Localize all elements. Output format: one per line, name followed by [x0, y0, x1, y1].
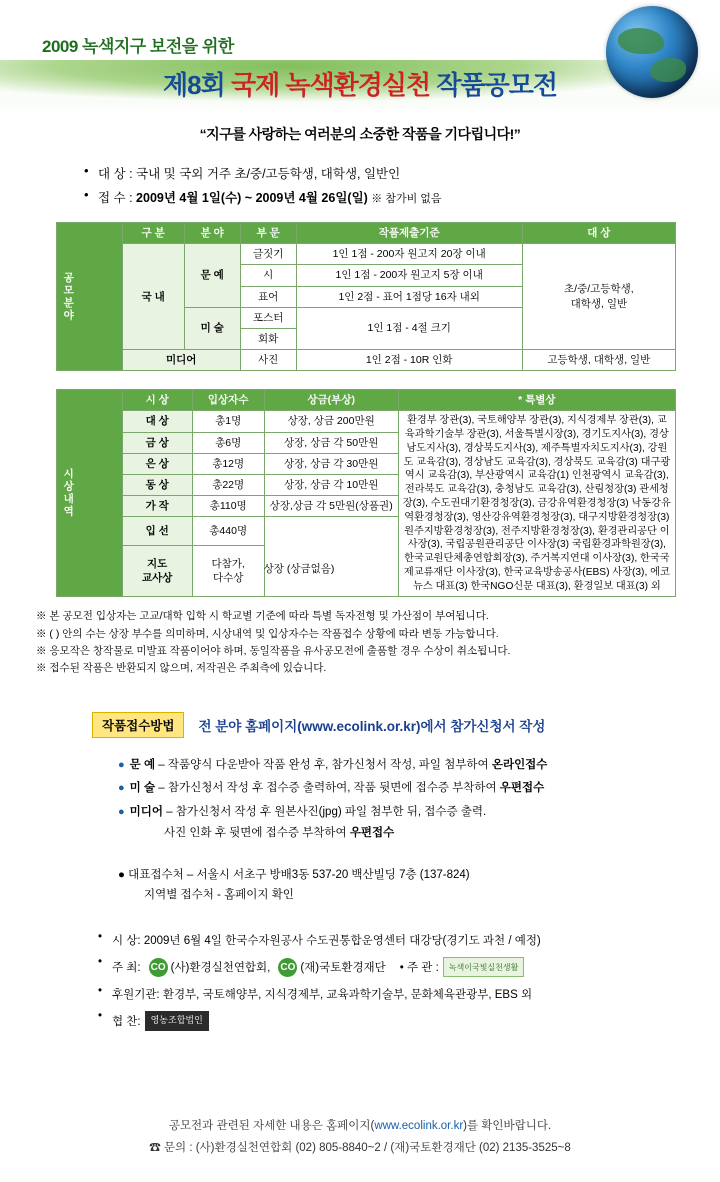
count-teacher: 다참가, 다수상 [192, 545, 264, 596]
page-header [0, 0, 720, 112]
field-literature: 문 예 [184, 244, 240, 308]
apply-item-art [118, 777, 720, 801]
table-row [57, 411, 676, 432]
part-poem: 시 [240, 265, 296, 286]
contact-main: ● 대표접수처 – 서울시 서초구 방배3동 537-20 백산빌딩 7층 (137-824) [118, 868, 470, 881]
apply-item-strong: 온라인접수 [491, 758, 548, 771]
apply-item-label: 문 예 [129, 758, 156, 771]
award-table-wrap [56, 389, 676, 594]
basic-info-list [44, 164, 720, 206]
apply-item-label: 미 술 [129, 782, 156, 795]
count-bronze: 총22명 [192, 474, 264, 495]
money-bronze: 상장, 상금 각 10만원 [264, 474, 398, 495]
apply-item-label: 미디어 [129, 805, 163, 818]
apply-item-media [118, 801, 720, 843]
footer-label: • 주 최: [112, 962, 141, 975]
info-period-value: 2009년 4월 1일(수) ~ 2009년 4월 26일(일) [136, 191, 368, 205]
footer-label: • 시 상: [112, 935, 141, 948]
info-target-value: 국내 및 국외 거주 초/중/고등학생, 대학생, 일반인 [136, 167, 401, 181]
footer-support [98, 1011, 720, 1031]
footer-award-ceremony [98, 932, 720, 948]
field-art: 미 술 [184, 307, 240, 349]
criteria-poem: 1인 1점 - 200자 원고지 5장 이내 [296, 265, 522, 286]
category-table-wrap [56, 222, 676, 371]
part-slogan: 표어 [240, 286, 296, 307]
part-painting: 회화 [240, 328, 296, 349]
title-suffix: 작품공모전 [430, 70, 557, 100]
apply-method-list [118, 754, 720, 843]
col-field: 분 야 [184, 223, 240, 244]
money-honorable: 상장,상금 각 5만원(상품권) [264, 496, 398, 517]
field-media: 미디어 [122, 350, 240, 371]
criteria-writing: 1인 1점 - 200자 원고지 20장 이내 [296, 244, 522, 265]
apply-header [0, 712, 720, 738]
eco-logo-icon: CO [149, 958, 168, 977]
count-honorable: 총110명 [192, 496, 264, 517]
footer-host-2: (재)국토환경재단 [300, 962, 386, 975]
count-selected: 총440명 [192, 517, 264, 546]
slogan: “지구를 사랑하는 여러분의 소중한 작품을 기다립니다!” [199, 126, 521, 142]
land-logo-icon: CO [278, 958, 297, 977]
table-header-row [57, 223, 676, 244]
note-2: ※ ( ) 안의 수는 상장 부수를 의미하며, 시상내역 및 입상자수는 작품접수 상황에 따라 변동 가능합니다. [36, 627, 499, 640]
apply-item-strong: 우편접수 [499, 782, 545, 795]
table-header-row [57, 390, 676, 411]
footer-host-1: (사)환경실천연합회, [170, 962, 271, 975]
bottom-line1-post: )를 확인바랍니다. [463, 1120, 552, 1133]
title-highlight: 국제 녹색환경실천 [230, 70, 431, 100]
apply-item-text: – 작품양식 다운받아 작품 완성 후, 참가신청서 작성, 파일 첨부하여 [158, 758, 492, 771]
target-main: 초/중/고등학생, 대학생, 일반 [522, 244, 675, 350]
bottom-contact [0, 1116, 720, 1160]
money-grand: 상장, 상금 200만원 [264, 411, 398, 432]
table-row [57, 244, 676, 265]
money-teacher: 상장 (상금없음) [263, 563, 335, 576]
apply-badge: 작품접수방법 [92, 712, 184, 738]
count-grand: 총1명 [192, 411, 264, 432]
bullet-icon: ● [118, 782, 125, 795]
col-criteria: 작품제출기준 [296, 223, 522, 244]
target-media: 고등학생, 대학생, 일반 [522, 350, 675, 371]
special-awards-list: 환경부 장관(3), 국토해양부 장관(3), 지식경제부 장관(3), 교육과학기술부 장관(3), 서울특별시장(3), 경기도지사(3), 경상남도지사(3), 경상북도지사(3), 제주특별자치도지사(3), 강원도 교육감(3), 경상남도 교육감(3), 경상북도 교육감(3) 대구광역시 교육감(3), 부산광역시 교육감(1) 인천광역시 교육감(3), 전라북도 교육감(3), 충청남도 교육감(3), 산림청장(3) 관세청장(3), 수도권대기환경청장(3), 금강유역환경청장(3) 낙동강유역환경청장(3), 영산강유역환경청장(3), 대구지방환경청장(3) 원주지방환경청장(3), 전주지방환경청장(3), 환경관리공단 이사장(3), 국립공원관리공단 이사장(3) 국립환경과학원장(3), 한국교원단체총연합회장(3), 주거복지연대 이사장(3), 한국국제교류재단 이사장(3), 한국교육방송공사(EBS) 사장(3), 에코뉴스 대표(3) 한국NGO신문 대표(3), 환경일보 대표(3) 외 [398, 411, 675, 597]
footer-host [98, 957, 720, 977]
footer-supervisor-label: • 주 관 : [399, 962, 439, 975]
header-subtitle: 2009 녹색지구 보전을 위한 [42, 37, 234, 56]
note-4: ※ 접수된 작품은 반환되지 않으며, 저작권은 주최측에 있습니다. [36, 662, 327, 675]
prize-bronze: 동 상 [122, 474, 192, 495]
part-poster: 포스터 [240, 307, 296, 328]
col-part: 부 문 [240, 223, 296, 244]
col-target: 대 상 [522, 223, 675, 244]
title-prefix: 제8회 [163, 70, 231, 100]
apply-title: 전 분야 홈페이지(www.ecolink.or.kr)에서 참가신청서 작성 [198, 718, 546, 734]
prize-gold: 금 상 [122, 432, 192, 453]
col-money: 상금(부상) [264, 390, 398, 411]
notes-block [36, 608, 676, 677]
part-photo: 사진 [240, 350, 296, 371]
criteria-art: 1인 1점 - 4절 크기 [296, 307, 522, 349]
col-prize: 시 상 [122, 390, 192, 411]
green-start-logo-icon: 녹색이국빛실천생활 [443, 957, 525, 977]
page-title [0, 65, 720, 102]
criteria-slogan: 1인 2점 - 표어 1점당 16자 내외 [296, 286, 522, 307]
bottom-line-1 [0, 1116, 720, 1138]
prize-honorable: 가 작 [122, 496, 192, 517]
footer-label: • 협 찬: [112, 1016, 141, 1029]
prize-selected: 입 선 [122, 517, 192, 546]
apply-item-subline [164, 824, 720, 842]
award-table [56, 389, 676, 597]
farm-coop-logo-icon: 영농조합법인 [145, 1011, 209, 1031]
count-gold: 총6명 [192, 432, 264, 453]
info-period-label: 접 수 [98, 191, 126, 205]
criteria-photo: 1인 2점 - 10R 인화 [296, 350, 522, 371]
footer-value: 2009년 6월 4일 한국수자원공사 수도권통합운영센터 대강당(경기도 과천 / 예정) [143, 935, 541, 948]
footer-info-list [58, 932, 720, 1031]
group-domestic: 국 내 [122, 244, 184, 350]
money-silver: 상장, 상금 각 30만원 [264, 453, 398, 474]
bullet-icon: ● [118, 805, 125, 818]
apply-item-sub-strong: 우편접수 [349, 827, 395, 840]
contact-sub: 지역별 접수처 - 홈페이지 확인 [144, 889, 294, 902]
apply-item-text: – 참가신청서 작성 후 접수증 출력하여, 작품 뒷면에 접수증 부착하여 [158, 782, 500, 795]
apply-item-text: – 참가신청서 작성 후 원본사진(jpg) 파일 첨부한 뒤, 접수증 출력. [166, 805, 487, 818]
prize-silver: 은 상 [122, 453, 192, 474]
info-target-label: 대 상 [98, 167, 126, 181]
note-3: ※ 응모작은 창작물로 미발표 작품이어야 하며, 동일작품을 유사공모전에 출품할 경우 수상이 취소됩니다. [36, 644, 511, 657]
apply-item-sub-text: 사진 인화 후 뒷면에 접수증 부착하여 [164, 827, 350, 840]
apply-item-literature [118, 754, 720, 778]
website-link[interactable]: www.ecolink.or.kr [374, 1120, 464, 1133]
category-table [56, 222, 676, 371]
count-silver: 총12명 [192, 453, 264, 474]
col-special: * 특별상 [398, 390, 675, 411]
col-division: 구 분 [122, 223, 184, 244]
prize-teacher: 지도 교사상 [122, 545, 192, 596]
money-gold: 상장, 상금 각 50만원 [264, 432, 398, 453]
category-side-label: 공모분야 [57, 223, 123, 371]
info-target: • 대 상 : 국내 및 국외 거주 초/중/고등학생, 대학생, 일반인 [84, 164, 720, 182]
award-side-label: 시상내역 [57, 390, 123, 597]
bullet-icon: ● [118, 758, 125, 771]
info-period-note: ※ 참가비 없음 [371, 193, 442, 205]
bottom-line-2: ☎ 문의 : (사)환경실천연합회 (02) 805-8840~2 / (재)국토환경재단 (02) 2135-3525~8 [149, 1142, 571, 1155]
info-period: • 접 수 : 2009년 4월 1일(수) ~ 2009년 4월 26일(일) ※ 참가비 없음 [84, 188, 720, 206]
footer-label: • 후원기관: [112, 989, 160, 1002]
col-count: 입상자수 [192, 390, 264, 411]
table-row [57, 350, 676, 371]
note-1: ※ 본 공모전 입상자는 고교/대학 입학 시 학교별 기준에 따라 특별 독자전형 및 가산점이 부여됩니다. [36, 610, 489, 623]
footer-sponsor [98, 986, 720, 1002]
bottom-line1-pre: 공모전과 관련된 자세한 내용은 홈페이지( [168, 1120, 375, 1133]
footer-value: 환경부, 국토해양부, 지식경제부, 교육과학기술부, 문화체육관광부, EBS 외 [162, 989, 533, 1002]
contact-block [118, 865, 720, 906]
prize-grand: 대 상 [122, 411, 192, 432]
part-writing: 글짓기 [240, 244, 296, 265]
